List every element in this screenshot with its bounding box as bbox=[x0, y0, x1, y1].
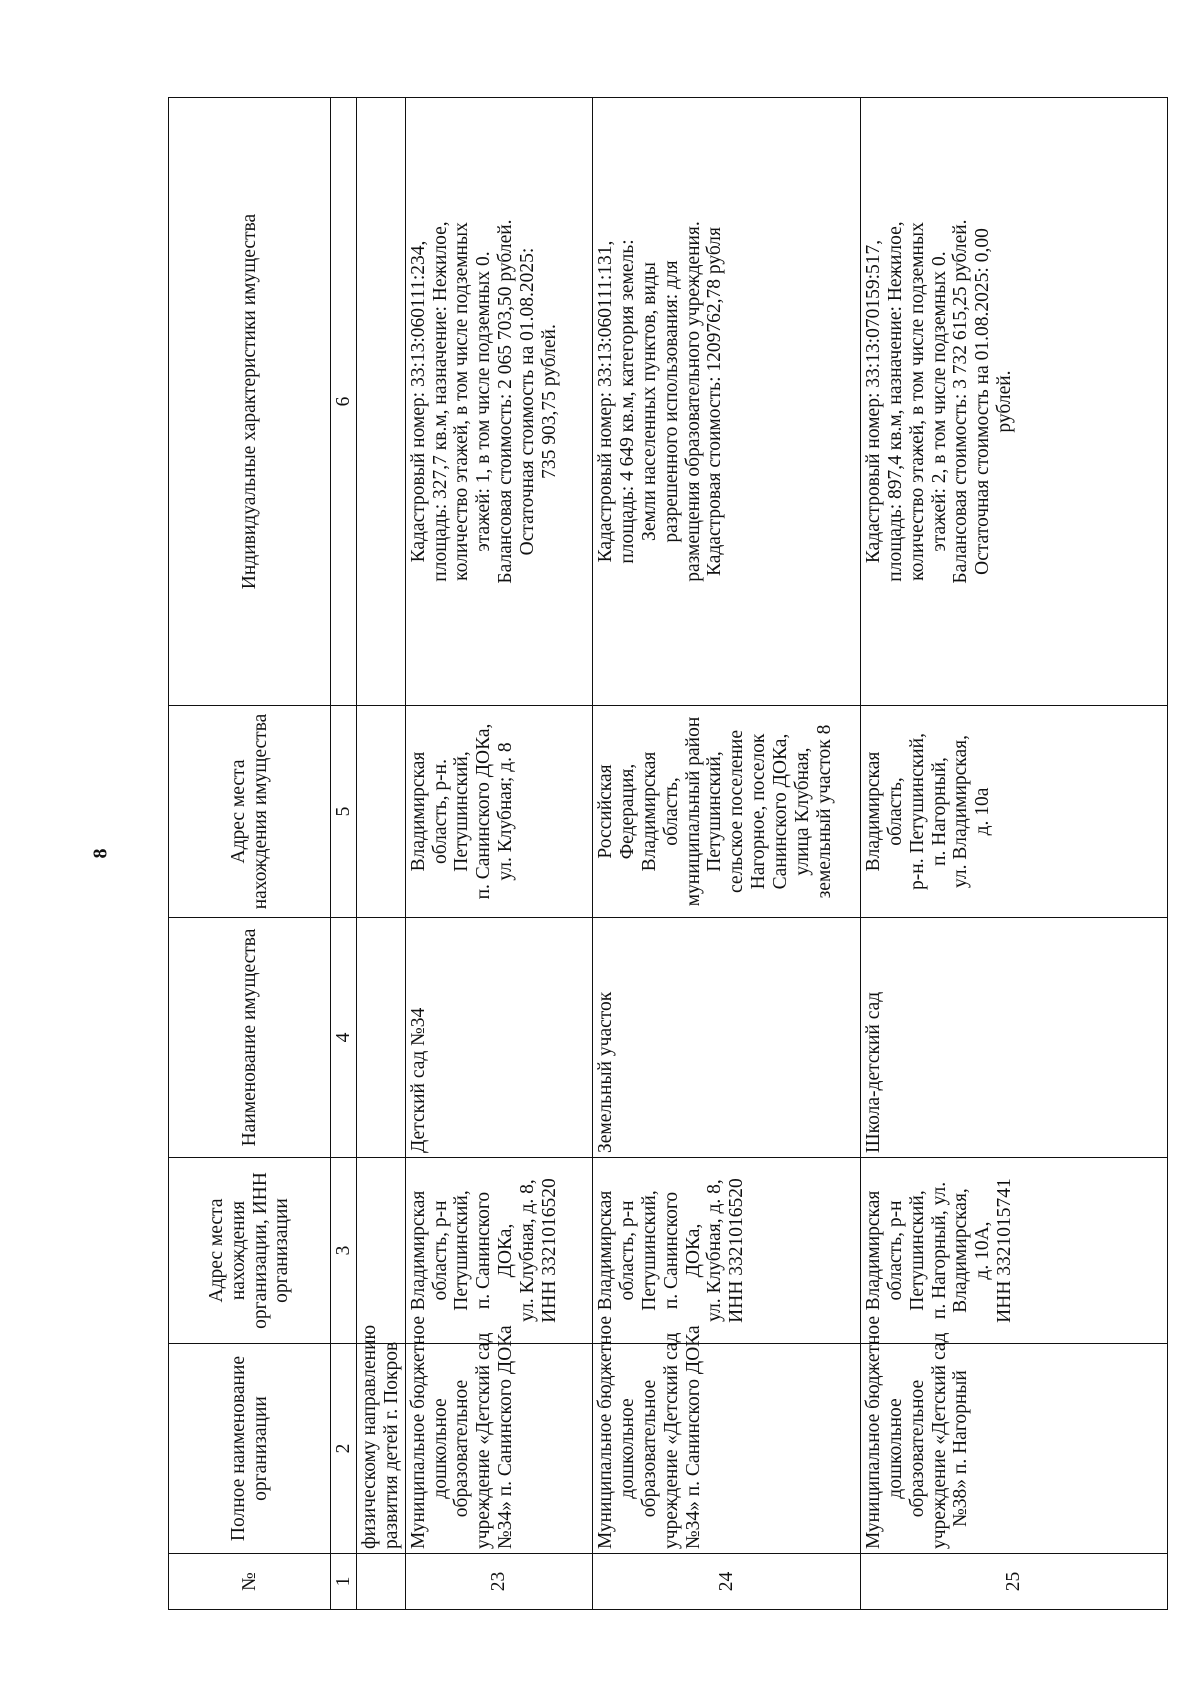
text-line: этажей: 1, в том числе подземных 0. bbox=[473, 251, 495, 552]
text-line: площадь: 897,4 кв.м, назначение: Нежилое, bbox=[884, 221, 906, 582]
text-line: количество этажей, в том числе подземных bbox=[451, 222, 473, 581]
text-line: образовательное bbox=[638, 1379, 660, 1518]
column-number: 6 bbox=[331, 98, 357, 706]
text-line: Школа-детский сад bbox=[863, 991, 885, 1153]
text-line: учреждение «Детский сад bbox=[928, 1332, 950, 1549]
text-line: Санинского ДОКа, bbox=[769, 733, 791, 890]
text-line: Петушинский, bbox=[704, 751, 726, 872]
column-number: 5 bbox=[331, 706, 357, 918]
column-number: 4 bbox=[331, 918, 357, 1158]
text-line: дошкольное bbox=[884, 1398, 906, 1499]
property-name-cell bbox=[405, 918, 593, 1158]
text-line: учреждение «Детский сад bbox=[660, 1332, 682, 1549]
text-line: дошкольное bbox=[617, 1398, 639, 1499]
text-line: Кадастровый номер: 33:13:070159:517, bbox=[863, 239, 885, 564]
property-address-cell bbox=[405, 706, 593, 918]
text-line: площадь: 4 649 кв.м, категория земель: bbox=[617, 239, 639, 564]
text-line: ИНН 3321016520 bbox=[726, 1178, 748, 1323]
text-line: Петушинский, bbox=[906, 1190, 928, 1311]
text-line: 735 903,75 рублей. bbox=[538, 324, 560, 479]
text-line: Муниципальное бюджетное bbox=[407, 1315, 429, 1549]
text-line: д. 10а bbox=[972, 787, 994, 836]
continuation-org-name: физическому направлению развития детей г. Покров bbox=[357, 1344, 406, 1554]
text-line: Нагорное, поселок bbox=[748, 733, 770, 890]
page-number: 8 bbox=[89, 848, 112, 859]
header-number: № bbox=[169, 1554, 331, 1610]
text-line: Владимирская, bbox=[950, 1188, 972, 1313]
table-row bbox=[861, 98, 1168, 1610]
text-line: Владимирская bbox=[407, 751, 429, 872]
text-line: этажей: 2, в том числе подземных 0. bbox=[928, 251, 950, 552]
row-number: 25 bbox=[861, 1554, 1168, 1610]
text-line: земельный участок 8 bbox=[813, 724, 835, 899]
org-name-cell bbox=[405, 1315, 593, 1554]
org-name-cell bbox=[861, 1315, 1168, 1554]
text-line: площадь: 327,7 кв.м, назначение: Нежилое, bbox=[429, 221, 451, 582]
property-name-cell bbox=[593, 918, 861, 1158]
text-line: Остаточная стоимость на 01.08.2025: 0,00 bbox=[972, 228, 994, 575]
characteristics-cell bbox=[405, 98, 593, 706]
text-line: область, р-н bbox=[429, 1200, 451, 1301]
text-line: ул. Клубная, д. 8, bbox=[704, 1179, 726, 1322]
text-line: образовательное bbox=[451, 1379, 473, 1518]
text-line: Федерация, bbox=[617, 763, 639, 860]
header-property-name: Наименование имущества bbox=[169, 918, 331, 1158]
text-line: №38» п. Нагорный bbox=[950, 1370, 972, 1527]
text-line: область, bbox=[660, 777, 682, 846]
text-line: Кадастровая стоимость: 1209762,78 рубля bbox=[704, 227, 726, 577]
column-numbers-row bbox=[331, 98, 357, 1610]
property-address-cell bbox=[593, 706, 861, 918]
text-line: ДОКа, bbox=[682, 1223, 704, 1278]
text-line: Земельный участок bbox=[595, 991, 617, 1153]
rotated-table-container bbox=[168, 98, 1168, 1610]
text-line: Российская bbox=[595, 764, 617, 859]
text-line: ул. Клубная, д. 8, bbox=[516, 1179, 538, 1322]
org-name-cell bbox=[593, 1315, 861, 1554]
text-line: учреждение «Детский сад bbox=[473, 1332, 495, 1549]
text-line: №34» п. Санинского ДОКа bbox=[682, 1325, 704, 1549]
org-address-cell bbox=[861, 1158, 1168, 1344]
text-line: ул. Клубная; д. 8 bbox=[495, 742, 517, 881]
row-number: 24 bbox=[593, 1554, 861, 1610]
text-line: ИНН 3321016520 bbox=[538, 1178, 560, 1323]
text-line: Петушинский, bbox=[451, 751, 473, 872]
text-line: Владимирская bbox=[863, 1190, 885, 1311]
text-line: д. 10А, bbox=[972, 1221, 994, 1280]
text-line: количество этажей, в том числе подземных bbox=[906, 222, 928, 581]
text-line: область, bbox=[884, 777, 906, 846]
header-org-address: Адрес места нахождения организации, ИНН организации bbox=[169, 1158, 331, 1344]
text-line: область, р-н bbox=[617, 1200, 639, 1301]
text-line: Владимирская bbox=[595, 1190, 617, 1311]
text-line: ДОКа, bbox=[495, 1223, 517, 1278]
text-line: область, р-н. bbox=[429, 759, 451, 864]
text-line: Балансовая стоимость: 2 065 703,50 рублей. bbox=[495, 219, 517, 584]
org-address-cell bbox=[405, 1158, 593, 1344]
text-line: Владимирская bbox=[407, 1190, 429, 1311]
row-number: 23 bbox=[405, 1554, 593, 1610]
property-address-cell bbox=[861, 706, 1168, 918]
text-line: Кадастровый номер: 33:13:060111:131, bbox=[595, 240, 617, 563]
text-line: ИНН 3321015741 bbox=[994, 1178, 1016, 1323]
text-line: п. Санинского bbox=[660, 1191, 682, 1310]
column-number: 3 bbox=[331, 1158, 357, 1344]
text-line: муниципальный район bbox=[682, 716, 704, 907]
text-line: Земли населенных пунктов, виды bbox=[638, 262, 660, 541]
table-row bbox=[593, 98, 861, 1610]
text-line: п. Санинского bbox=[473, 1191, 495, 1310]
text-line: ул. Владимирская, bbox=[950, 735, 972, 888]
text-line: Владимирская bbox=[863, 751, 885, 872]
header-characteristics: Индивидуальные характеристики имущества bbox=[169, 98, 331, 706]
text-line: Петушинский, bbox=[451, 1190, 473, 1311]
header-row bbox=[169, 98, 331, 1610]
text-line: разрешенного использования: для bbox=[660, 260, 682, 543]
text-line: Муниципальное бюджетное bbox=[863, 1315, 885, 1549]
text-line: образовательное bbox=[906, 1379, 928, 1518]
header-org-name: Полное наименование организации bbox=[169, 1344, 331, 1554]
text-line: р-н. Петушинский, bbox=[906, 733, 928, 890]
text-line: п. Нагорный, ул. bbox=[928, 1181, 950, 1320]
text-line: Петушинский, bbox=[638, 1190, 660, 1311]
text-line: Муниципальное бюджетное bbox=[595, 1315, 617, 1549]
text-line: Кадастровый номер: 33:13:060111:234, bbox=[407, 240, 429, 563]
org-address-cell bbox=[593, 1158, 861, 1344]
text-line: сельское поселение bbox=[726, 730, 748, 893]
continuation-row bbox=[357, 98, 406, 1610]
text-line: Детский сад №34 bbox=[407, 1007, 429, 1153]
text-line: №34» п. Санинского ДОКа bbox=[495, 1325, 517, 1549]
property-table bbox=[168, 97, 1168, 1610]
property-name-cell bbox=[861, 918, 1168, 1158]
text-line: размещения образовательного учреждения. bbox=[682, 221, 704, 582]
text-line: область, р-н bbox=[884, 1200, 906, 1301]
text-line: дошкольное bbox=[429, 1398, 451, 1499]
text-line: рублей. bbox=[994, 370, 1016, 433]
text-line: улица Клубная, bbox=[791, 747, 813, 876]
text-line: Остаточная стоимость на 01.08.2025: bbox=[516, 247, 538, 556]
table-row bbox=[405, 98, 593, 1610]
text-line: Владимирская bbox=[638, 751, 660, 872]
characteristics-cell bbox=[593, 98, 861, 706]
text-line: п. Нагорный, bbox=[928, 757, 950, 866]
column-number: 2 bbox=[331, 1344, 357, 1554]
text-line: п. Санинского ДОКа, bbox=[473, 723, 495, 900]
text-line: Балансовая стоимость: 3 732 615,25 рублей. bbox=[950, 219, 972, 584]
header-property-address: Адрес места нахождения имущества bbox=[169, 706, 331, 918]
characteristics-cell bbox=[861, 98, 1168, 706]
column-number: 1 bbox=[331, 1554, 357, 1610]
